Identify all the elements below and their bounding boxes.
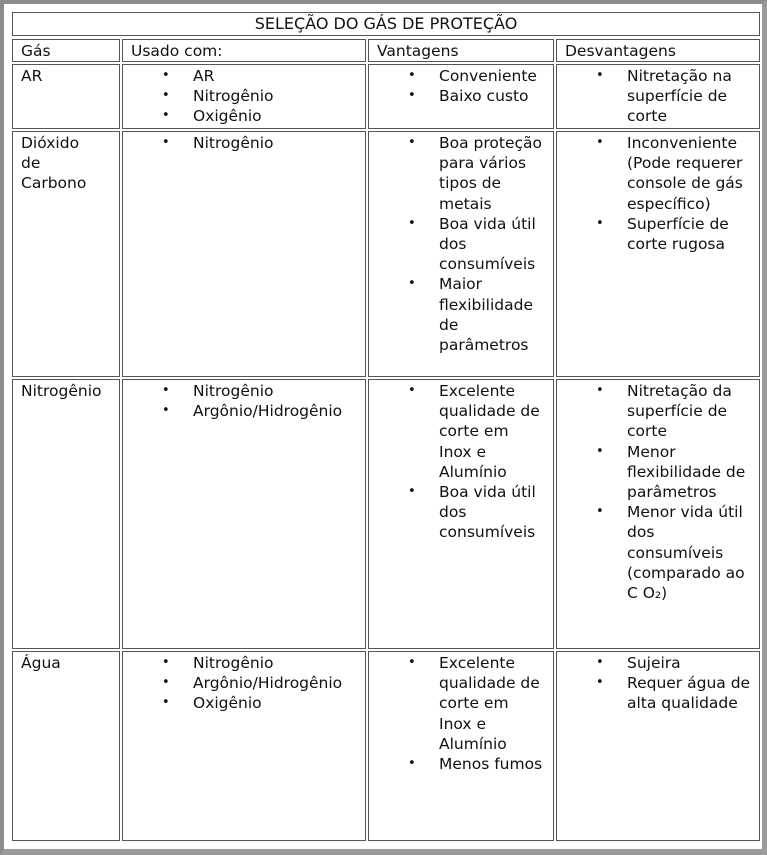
row-water-advantages — [368, 651, 554, 841]
table-title: SELEÇÃO DO GÁS DE PROTEÇÃO — [12, 12, 760, 36]
list-item: • Menor flexibilidade de parâmetros — [565, 442, 751, 503]
list-item: • Oxigênio — [131, 693, 357, 713]
header-advantages: Vantagens — [368, 39, 554, 62]
list-item: • AR — [131, 66, 357, 86]
row-ar-used-with — [122, 64, 366, 129]
row-co2-gas: Dióxido de Carbono — [12, 131, 120, 377]
row-ar-gas: AR — [12, 64, 120, 129]
list-item: • Excelente qualidade de corte em Inox e Alumínio — [377, 653, 545, 754]
row-water-gas: Água — [12, 651, 120, 841]
list-item: • Requer água de alta qualidade — [565, 673, 751, 713]
list-item: • Argônio/Hidrogênio — [131, 401, 357, 421]
row-co2-advantages — [368, 131, 554, 377]
list-item: • Maior flexibilidade de parâmetros — [377, 274, 545, 355]
list-item: • Excelente qualidade de corte em Inox e Alumínio — [377, 381, 545, 482]
list-item: • Sujeira — [565, 653, 751, 673]
list-item: • Nitrogênio — [131, 653, 357, 673]
row-nitrogen-disadvantages — [556, 379, 760, 649]
list-item: • Oxigênio — [131, 106, 357, 126]
list-item: • Superfície de corte rugosa — [565, 214, 751, 254]
list-item: • Nitrogênio — [131, 133, 357, 153]
header-used-with: Usado com: — [122, 39, 366, 62]
row-nitrogen-used-with — [122, 379, 366, 649]
list-item: • Menos fumos — [377, 754, 545, 774]
row-co2-used-with — [122, 131, 366, 377]
list-item: • Nitrogênio — [131, 381, 357, 401]
list-item: • Boa proteção para vários tipos de metais — [377, 133, 545, 214]
list-item: • Nitrogênio — [131, 86, 357, 106]
list-item: • Nitretação da superfície de corte — [565, 381, 751, 442]
row-ar-disadvantages — [556, 64, 760, 129]
row-nitrogen-advantages — [368, 379, 554, 649]
row-water-disadvantages — [556, 651, 760, 841]
list-item: • Menor vida útil dos consumíveis (comparado ao C O₂) — [565, 502, 751, 603]
row-ar-advantages — [368, 64, 554, 129]
row-water-used-with — [122, 651, 366, 841]
list-item: • Boa vida útil dos consumíveis — [377, 482, 545, 543]
header-disadvantages: Desvantagens — [556, 39, 760, 62]
list-item: • Boa vida útil dos consumíveis — [377, 214, 545, 275]
header-gas: Gás — [12, 39, 120, 62]
list-item: • Argônio/Hidrogênio — [131, 673, 357, 693]
list-item: • Conveniente — [377, 66, 545, 86]
list-item: • Inconveniente (Pode requerer console de gás específico) — [565, 133, 751, 214]
row-nitrogen-gas: Nitrogênio — [12, 379, 120, 649]
row-co2-disadvantages — [556, 131, 760, 377]
list-item: • Baixo custo — [377, 86, 545, 106]
list-item: • Nitretação na superfície de corte — [565, 66, 751, 127]
